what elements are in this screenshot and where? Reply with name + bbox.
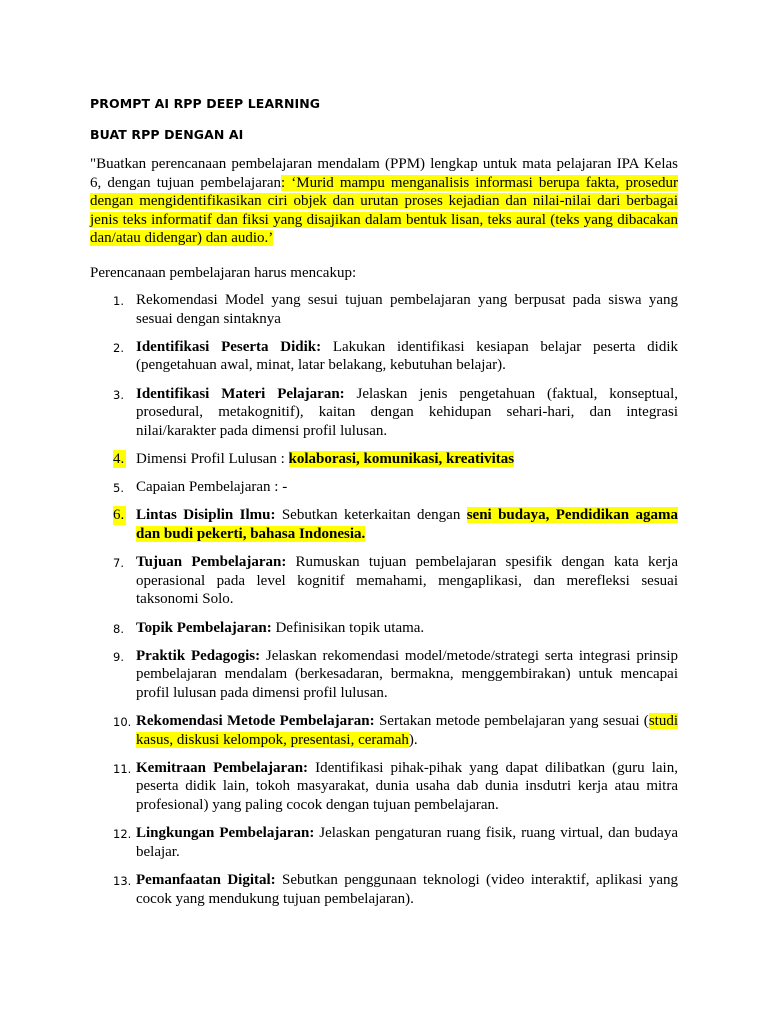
- list-item: [90, 619, 678, 638]
- list-item: [90, 450, 678, 469]
- document-title: PROMPT AI RPP DEEP LEARNING: [90, 96, 321, 111]
- list-item: [90, 338, 678, 375]
- prompt-paragraph: [90, 155, 678, 248]
- list-item: [90, 871, 678, 908]
- list-item: [90, 647, 678, 703]
- list-item-number: 11.: [113, 761, 132, 776]
- list-item-text: Lakukan identifikasi kesiapan belajar peserta didik (pengetahuan awal, minat, latar belakang, kebutuhan belajar).: [136, 338, 678, 374]
- list-item-highlight: seni budaya, Pendidikan agama dan budi pekerti, bahasa Indonesia.: [136, 507, 678, 542]
- list-item-number: 10.: [113, 715, 132, 730]
- list-item: [90, 712, 678, 749]
- list-item-highlight: studi kasus, diskusi kelompok, presentasi, ceramah: [136, 713, 678, 748]
- prompt-text: "Buatkan perencanaan pembelajaran mendalam (PPM) lengkap untuk mata pelajaran IPA Kelas 6, dengan tujuan pembelajaran: [90, 156, 678, 191]
- list-item-label: Identifikasi Materi Pelajaran:: [136, 385, 345, 402]
- list-intro: Perencanaan pembelajaran harus mencakup:: [90, 264, 357, 281]
- list-item: [90, 824, 678, 861]
- list-item-text: Jelaskan jenis pengetahuan (faktual, konseptual, prosedural, metakognitif), kaitan dengan kehidupan sehari-hari, dan integrasi nilai/karakter pada dimensi profil lulusan.: [136, 385, 678, 439]
- list-item-label: Praktik Pedagogis:: [136, 647, 261, 664]
- prompt-highlighted-text: : ‘Murid mampu menganalisis informasi berupa fakta, prosedur dengan mengidentifikasikan ciri objek dan urutan proses kejadian dan nilai-nilai dari berbagai jenis teks informatif dan fiksi yang disajikan dalam bentuk lisan, teks aural (teks yang dibacakan dan/atau didengar) dan audio.’: [90, 174, 678, 246]
- list-item-number: 12.: [113, 827, 132, 842]
- requirements-list: [90, 291, 678, 908]
- list-item-label: Topik Pembelajaran:: [136, 619, 272, 636]
- list-item-text: Sebutkan keterkaitan dengan: [275, 507, 467, 524]
- list-item: [90, 385, 678, 441]
- list-item: [90, 553, 678, 609]
- list-item-highlight: kolaborasi, komunikasi, kreativitas: [288, 450, 515, 467]
- list-item-number: 6.: [113, 507, 125, 524]
- list-item-label: Rekomendasi Metode Pembelajaran:: [136, 713, 375, 730]
- list-item: [90, 291, 678, 328]
- list-item-number: 3.: [113, 387, 124, 402]
- list-item-text-end: ).: [408, 731, 418, 748]
- list-item-number: 9.: [113, 649, 124, 664]
- list-item-text: Identifikasi pihak-pihak yang dapat dilibatkan (guru lain, peserta didik lain, tokoh masyarakat, dunia usaha dab dunia insdutri kerja atau mitra profesional) yang paling cocok dengan tujuan pembelajaran.: [136, 759, 678, 813]
- list-item-number: 7.: [113, 556, 124, 571]
- list-item-label: Tujuan Pembelajaran:: [136, 554, 287, 571]
- list-item-text: Jelaskan rekomendasi model/metode/strategi serta integrasi prinsip pembelajaran mendalam (berkesadaran, bermakna, menggembirakan) untuk mencapai profil lulusan pada dimensi profil lulusan.: [136, 647, 678, 701]
- section-heading: BUAT RPP DENGAN AI: [90, 126, 244, 142]
- list-item-text: Jelaskan pengaturan ruang fisik, ruang virtual, dan budaya belajar.: [136, 825, 678, 860]
- list-item-number: 1.: [113, 294, 124, 308]
- list-item-text: Rumuskan tujuan pembelajaran spesifik dengan kata kerja operasional pada level kognitif memahami, mengaplikasi, dan merefleksi sesuai taksonomi Solo.: [136, 554, 678, 608]
- list-item-number: 4.: [113, 450, 125, 467]
- list-item-label: Identifikasi Peserta Didik:: [136, 338, 322, 355]
- list-item-text: Definisikan topik utama.: [271, 619, 425, 636]
- list-item-number: 5.: [113, 481, 124, 496]
- document-page: [90, 92, 678, 918]
- list-item-label: Kemitraan Pembelajaran:: [136, 759, 309, 776]
- list-item-text: Rekomendasi Model yang sesui tujuan pembelajaran yang berpusat pada siswa yang sesuai dengan sintaknya: [136, 292, 678, 327]
- list-item-label: Pemanfaatan Digital:: [136, 872, 276, 889]
- list-item-text: Sebutkan penggunaan teknologi (video interaktif, aplikasi yang cocok yang mendukung tujuan pembelajaran).: [136, 872, 678, 907]
- list-item-text: Capaian Pembelajaran : -: [136, 479, 288, 496]
- list-item-number: 2.: [113, 340, 124, 355]
- list-item-text: Sertakan metode pembelajaran yang sesuai (: [374, 713, 649, 730]
- list-item-label: Lingkungan Pembelajaran:: [136, 825, 315, 842]
- list-item: [90, 506, 678, 543]
- list-item-label: Lintas Disiplin Ilmu:: [136, 507, 276, 524]
- list-item: [90, 478, 678, 497]
- list-item-text: Dimensi Profil Lulusan :: [136, 450, 289, 467]
- list-item: [90, 759, 678, 815]
- list-item-number: 8.: [113, 621, 124, 636]
- list-item-number: 13.: [113, 874, 132, 889]
